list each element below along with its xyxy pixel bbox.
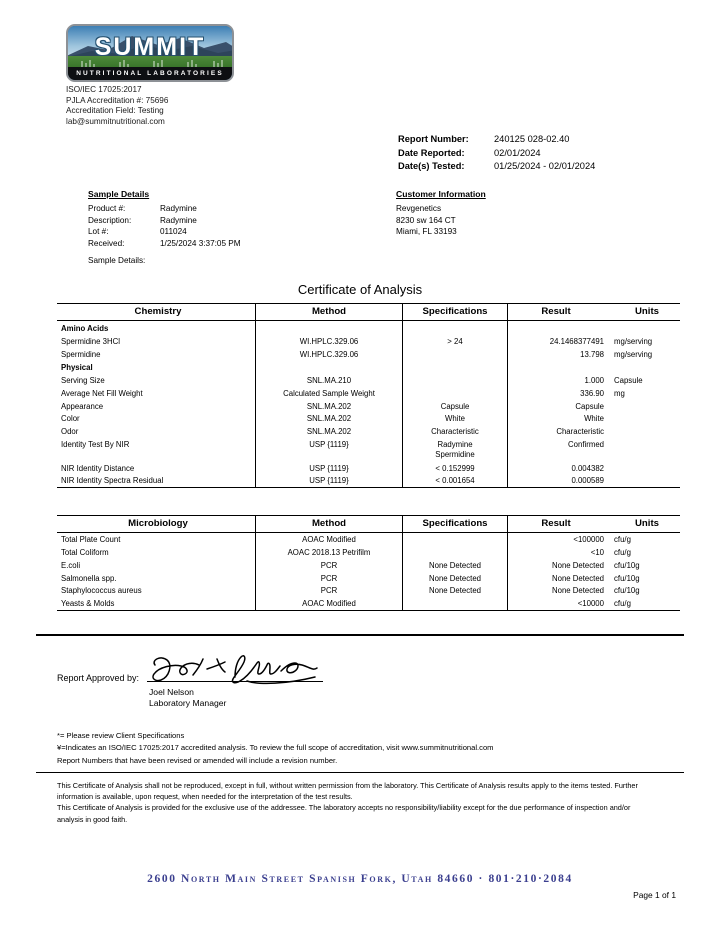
cell-units: mg/serving — [614, 349, 653, 359]
cell-analyte: Amino Acids — [61, 324, 109, 333]
table-row — [57, 533, 680, 546]
cell-analyte: Color — [61, 414, 80, 424]
cell-result: White — [508, 412, 610, 425]
cell-result: None Detected — [508, 571, 610, 584]
cell-result: Characteristic — [508, 425, 610, 438]
lot-value: 011024 — [160, 227, 187, 237]
signature-area — [147, 655, 323, 685]
cell-method — [256, 360, 403, 374]
cell-result: 24.1468377491 — [508, 335, 610, 348]
cell-spec — [403, 374, 508, 387]
logo-banner-text: NUTRITIONAL LABORATORIES — [68, 67, 232, 80]
cell-method: USP {1119} — [256, 474, 403, 487]
cell-units: cfu/10g — [614, 560, 640, 570]
table-row — [57, 347, 680, 360]
cell-result: None Detected — [508, 559, 610, 572]
table-row — [57, 387, 680, 400]
cell-units — [609, 474, 680, 487]
chemistry-header-units: Units — [609, 304, 680, 321]
signer-name: Joel Nelson — [149, 687, 194, 697]
chemistry-header-row — [57, 304, 680, 321]
date-reported-row — [398, 147, 595, 161]
cell-analyte: Yeasts & Molds — [61, 599, 115, 609]
cell-method: PCR — [256, 584, 403, 597]
cell-units — [609, 412, 680, 425]
table-row — [57, 399, 680, 412]
chemistry-table-body — [57, 321, 680, 488]
cell-result — [508, 360, 610, 374]
logo-wordmark: SUMMIT — [94, 33, 206, 61]
date-reported-value: 02/01/2024 — [494, 147, 541, 158]
chemistry-header-analyte: Chemistry — [57, 304, 256, 321]
report-number-value: 240125 028-02.40 — [494, 134, 570, 144]
cell-method: PCR — [256, 571, 403, 584]
cell-units — [609, 438, 680, 462]
customer-street: 8230 sw 164 CT — [396, 215, 456, 225]
accreditation-line-2: PJLA Accreditation #: 75696 — [66, 95, 169, 105]
cell-method: SNL.MA.202 — [256, 412, 403, 425]
cell-units: cfu/g — [614, 535, 631, 545]
cell-analyte: Total Plate Count — [61, 535, 121, 545]
cell-spec — [403, 347, 508, 360]
microbiology-header-analyte: Microbiology — [57, 516, 256, 533]
cell-method: AOAC 2018.13 Petrifilm — [256, 546, 403, 559]
cell-units: Capsule — [614, 375, 643, 385]
report-approved-by-label: Report Approved by: — [57, 673, 140, 683]
footnote-revision-number: Report Numbers that have been revised or amended will include a revision number. — [57, 755, 338, 765]
cell-analyte: Serving Size — [61, 375, 105, 385]
summit-logo — [66, 24, 234, 82]
cell-units: cfu/10g — [614, 573, 640, 583]
cell-analyte: Appearance — [61, 401, 104, 411]
table-row — [57, 335, 680, 348]
report-number-row — [398, 133, 595, 147]
cell-method — [256, 321, 403, 335]
cell-method: AOAC Modified — [256, 597, 403, 610]
cell-units: cfu/g — [614, 547, 631, 557]
cell-analyte: Staphylococcus aureus — [61, 586, 142, 596]
cell-method: PCR — [256, 559, 403, 572]
microbiology-table — [57, 515, 680, 611]
received-row — [88, 238, 241, 249]
product-row — [88, 203, 241, 214]
table-row — [57, 474, 680, 487]
date-reported-label: Date Reported: — [398, 147, 465, 158]
table-row — [57, 597, 680, 610]
signer-title: Laboratory Manager — [149, 698, 227, 709]
table-row — [57, 584, 680, 597]
chemistry-table-head — [57, 304, 680, 321]
footnote-accredited-analysis: ¥=Indicates an ISO/IEC 17025:2017 accredited analysis. To review the full scope of accreditation, visit www.summitnutritional.com — [57, 743, 494, 753]
cell-result: <10000 — [508, 597, 610, 610]
microbiology-header-specifications: Specifications — [403, 516, 508, 533]
cell-spec: > 24 — [403, 335, 508, 348]
received-label: Received: — [88, 238, 125, 248]
cell-result: 0.004382 — [508, 461, 610, 474]
cell-result: 13.798 — [508, 347, 610, 360]
cell-spec: None Detected — [403, 571, 508, 584]
cell-spec: Radymine Spermidine — [403, 438, 508, 462]
cell-units: cfu/g — [614, 599, 631, 609]
cell-result: Capsule — [508, 399, 610, 412]
cell-units — [609, 425, 680, 438]
cell-analyte: Salmonella spp. — [61, 573, 117, 583]
product-value: Radymine — [160, 204, 197, 214]
cell-spec — [403, 387, 508, 400]
customer-city-state-zip: Miami, FL 33193 — [396, 227, 457, 237]
table-row — [57, 559, 680, 572]
page-number: Page 1 of 1 — [633, 890, 676, 900]
cell-spec — [403, 321, 508, 335]
microbiology-header-result: Result — [508, 516, 610, 533]
cell-result: 336.90 — [508, 387, 610, 400]
cell-units: cfu/10g — [614, 586, 640, 596]
cell-analyte: E.coli — [61, 560, 81, 570]
dates-tested-value: 01/25/2024 - 02/01/2024 — [494, 161, 596, 172]
signature-section-divider — [36, 634, 684, 636]
report-number-label: Report Number: — [398, 134, 469, 144]
signature-row — [57, 655, 457, 685]
microbiology-header-row — [57, 516, 680, 533]
footer-address: 2600 North Main Street Spanish Fork, Utah 84660 · 801·210·2084 — [147, 873, 573, 885]
cell-spec: Characteristic — [403, 425, 508, 438]
cell-spec — [403, 597, 508, 610]
cell-spec — [403, 546, 508, 559]
accreditation-email: lab@summitnutritional.com — [66, 116, 165, 126]
cell-analyte: NIR Identity Distance — [61, 463, 135, 473]
signature-line — [147, 681, 323, 682]
chemistry-table-foot — [57, 488, 680, 489]
accreditation-line-3: Accreditation Field: Testing — [66, 106, 164, 116]
table-row — [57, 571, 680, 584]
table-row — [57, 461, 680, 474]
cell-analyte: Spermidine — [61, 349, 101, 359]
cell-spec: White — [403, 412, 508, 425]
cell-analyte: Odor — [61, 427, 79, 437]
customer-information-block — [396, 189, 486, 238]
cell-analyte: Total Coliform — [61, 547, 109, 557]
cell-result: <100000 — [508, 533, 610, 546]
table-row — [57, 438, 680, 462]
footnotes-block — [57, 730, 637, 767]
received-value: 1/25/2024 3:37:05 PM — [160, 238, 241, 248]
cell-spec: < 0.001654 — [403, 474, 508, 487]
cell-analyte: Physical — [61, 363, 93, 373]
dates-tested-row — [398, 160, 595, 174]
description-row — [88, 215, 241, 226]
cell-result: Confirmed — [508, 438, 610, 462]
table-row — [57, 412, 680, 425]
accreditation-line-1: ISO/IEC 17025:2017 — [66, 85, 142, 94]
chemistry-header-specifications: Specifications — [403, 304, 508, 321]
page-title: Certificate of Analysis — [297, 282, 423, 297]
cell-analyte: Average Net Fill Weight — [61, 388, 143, 398]
cell-units — [609, 360, 680, 374]
cell-result: 0.000589 — [508, 474, 610, 487]
report-metadata — [398, 133, 595, 174]
table-row — [57, 374, 680, 387]
cell-result: 1.000 — [508, 374, 610, 387]
cell-result: None Detected — [508, 584, 610, 597]
cell-method: AOAC Modified — [256, 533, 403, 546]
disclaimer-paragraph-1: This Certificate of Analysis shall not be reproduced, except in full, without written permission from the laboratory. This Certificate of Analysis results apply to the items tested. Further information is available, upon request, when needed for the interpretation of the test results. — [57, 781, 638, 802]
cell-method: SNL.MA.202 — [256, 399, 403, 412]
table-row — [57, 425, 680, 438]
product-label: Product #: — [88, 204, 126, 214]
cell-method: USP {1119} — [256, 438, 403, 462]
cell-units: mg/serving — [614, 336, 653, 346]
microbiology-table-body — [57, 533, 680, 611]
signature-block — [57, 655, 457, 710]
cell-method: SNL.MA.210 — [256, 374, 403, 387]
disclaimer-paragraph-2: This Certificate of Analysis is provided for the exclusive use of the addressee. The laboratory accepts no responsibility/liability except for the due performance of inspection and/or analysis in good faith. — [57, 803, 631, 824]
table-row — [57, 546, 680, 559]
cell-spec: < 0.152999 — [403, 461, 508, 474]
cell-result: <10 — [508, 546, 610, 559]
cell-analyte: Spermidine 3HCl — [61, 336, 120, 346]
chemistry-header-method: Method — [256, 304, 403, 321]
microbiology-header-units: Units — [609, 516, 680, 533]
lot-row — [88, 226, 241, 237]
cell-spec — [403, 360, 508, 374]
accreditation-info — [66, 85, 234, 127]
cell-method: WI.HPLC.329.06 — [256, 347, 403, 360]
chemistry-bottom-rule — [57, 488, 680, 489]
disclaimer-divider — [36, 772, 684, 773]
microbiology-header-method: Method — [256, 516, 403, 533]
chemistry-header-result: Result — [508, 304, 610, 321]
customer-name: Revgenetics — [396, 204, 442, 214]
cell-analyte: NIR Identity Spectra Residual — [61, 476, 164, 486]
chemistry-table — [57, 303, 680, 488]
description-value: Radymine — [160, 215, 197, 225]
handwritten-signature-icon — [147, 651, 323, 685]
dates-tested-label: Date(s) Tested: — [398, 161, 465, 172]
description-label: Description: — [88, 215, 132, 225]
cell-units — [609, 461, 680, 474]
cell-result — [508, 321, 610, 335]
cell-spec: None Detected — [403, 584, 508, 597]
cell-spec: Capsule — [403, 399, 508, 412]
disclaimer-block — [57, 780, 647, 825]
microbiology-bottom-rule — [57, 610, 680, 611]
microbiology-table-head — [57, 516, 680, 533]
cell-units — [609, 321, 680, 335]
customer-information-heading: Customer Information — [396, 189, 486, 199]
cell-units: mg — [614, 388, 625, 398]
table-group-row — [57, 360, 680, 374]
cell-analyte: Identity Test By NIR — [61, 439, 130, 449]
cell-method: WI.HPLC.329.06 — [256, 335, 403, 348]
cell-method: SNL.MA.202 — [256, 425, 403, 438]
footnote-client-specifications: *= Please review Client Specifications — [57, 731, 185, 740]
table-group-row — [57, 321, 680, 335]
cell-method: USP {1119} — [256, 461, 403, 474]
sample-details-heading: Sample Details — [88, 189, 150, 199]
sample-details-trailer: Sample Details: — [88, 256, 146, 265]
cell-units — [609, 399, 680, 412]
lot-label: Lot #: — [88, 227, 109, 237]
sample-details-block — [88, 189, 241, 249]
cell-spec — [403, 533, 508, 546]
microbiology-table-foot — [57, 610, 680, 611]
company-logo-block — [66, 24, 234, 127]
cell-method: Calculated Sample Weight — [256, 387, 403, 400]
cell-spec: None Detected — [403, 559, 508, 572]
